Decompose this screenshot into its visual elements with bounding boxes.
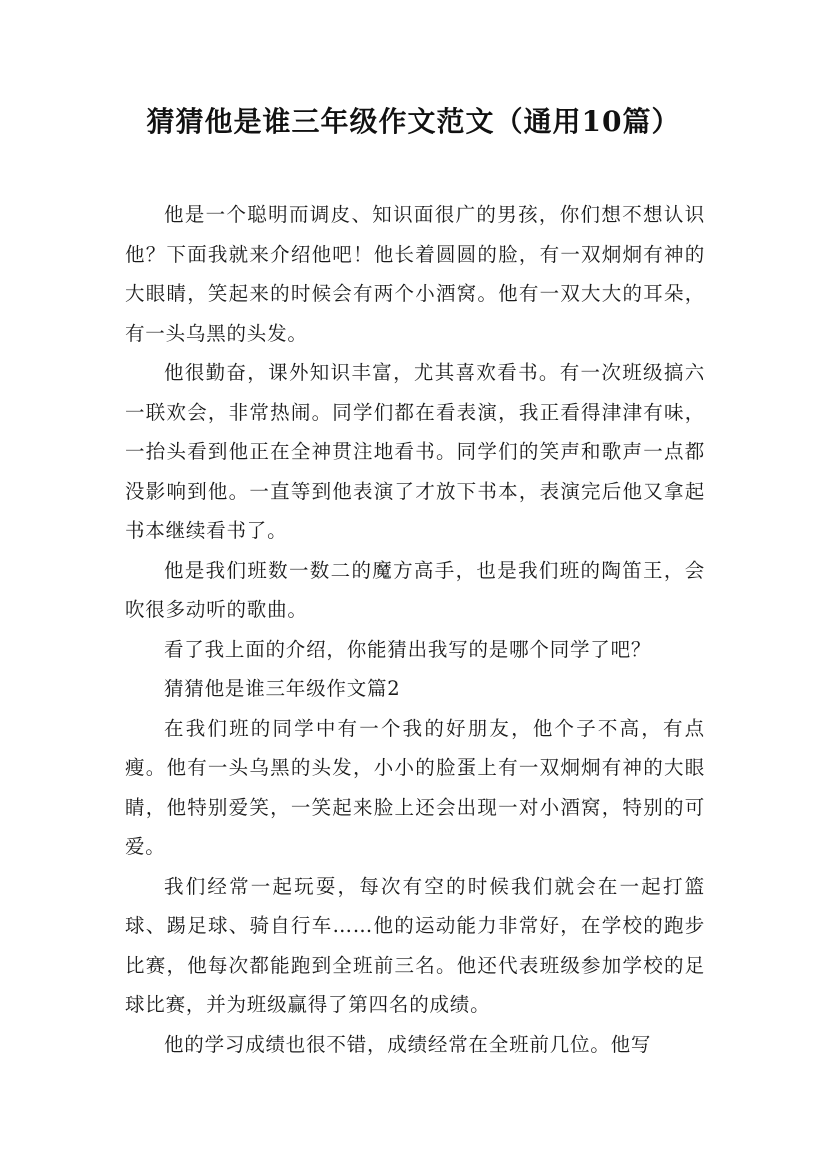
paragraph: 看了我上面的介绍，你能猜出我写的是哪个同学了吧？	[164, 637, 652, 661]
paragraph: 他是我们班数一数二的魔方高手，也是我们班的陶笛王，会吹很多动听的歌曲。	[125, 558, 705, 621]
paragraph: 他的学习成绩也很不错，成绩经常在全班前几位。他写	[164, 1032, 652, 1056]
section-heading: 猜猜他是谁三年级作文篇2	[164, 677, 401, 700]
paragraph: 在我们班的同学中有一个我的好朋友，他个子不高，有点瘦。他有一头乌黑的头发，小小的脸蛋上有一双炯炯有神的大眼睛，他特别爱笑，一笑起来脸上还会出现一对小酒窝，特别的可爱。	[125, 716, 705, 858]
document-body	[125, 195, 705, 1064]
document-title: 猜猜他是谁三年级作文范文（通用10篇）	[146, 105, 681, 138]
paragraph: 我们经常一起玩耍，每次有空的时候我们就会在一起打篮球、踢足球、骑自行车……他的运动能力非常好，在学校的跑步比赛，他每次都能跑到全班前三名。他还代表班级参加学校的足球比赛，并为班级赢得了第四名的成绩。	[125, 874, 705, 1016]
paragraph: 他很勤奋，课外知识丰富，尤其喜欢看书。有一次班级搞六一联欢会，非常热闹。同学们都在看表演，我正看得津津有味，一抬头看到他正在全神贯注地看书。同学们的笑声和歌声一点都没影响到他。一直等到他表演了才放下书本，表演完后他又拿起书本继续看书了。	[125, 361, 705, 542]
paragraph: 他是一个聪明而调皮、知识面很广的男孩，你们想不想认识他？下面我就来介绍他吧！他长着圆圆的脸，有一双炯炯有神的大眼睛，笑起来的时候会有两个小酒窝。他有一双大大的耳朵，有一头乌黑的头发。	[125, 203, 705, 345]
